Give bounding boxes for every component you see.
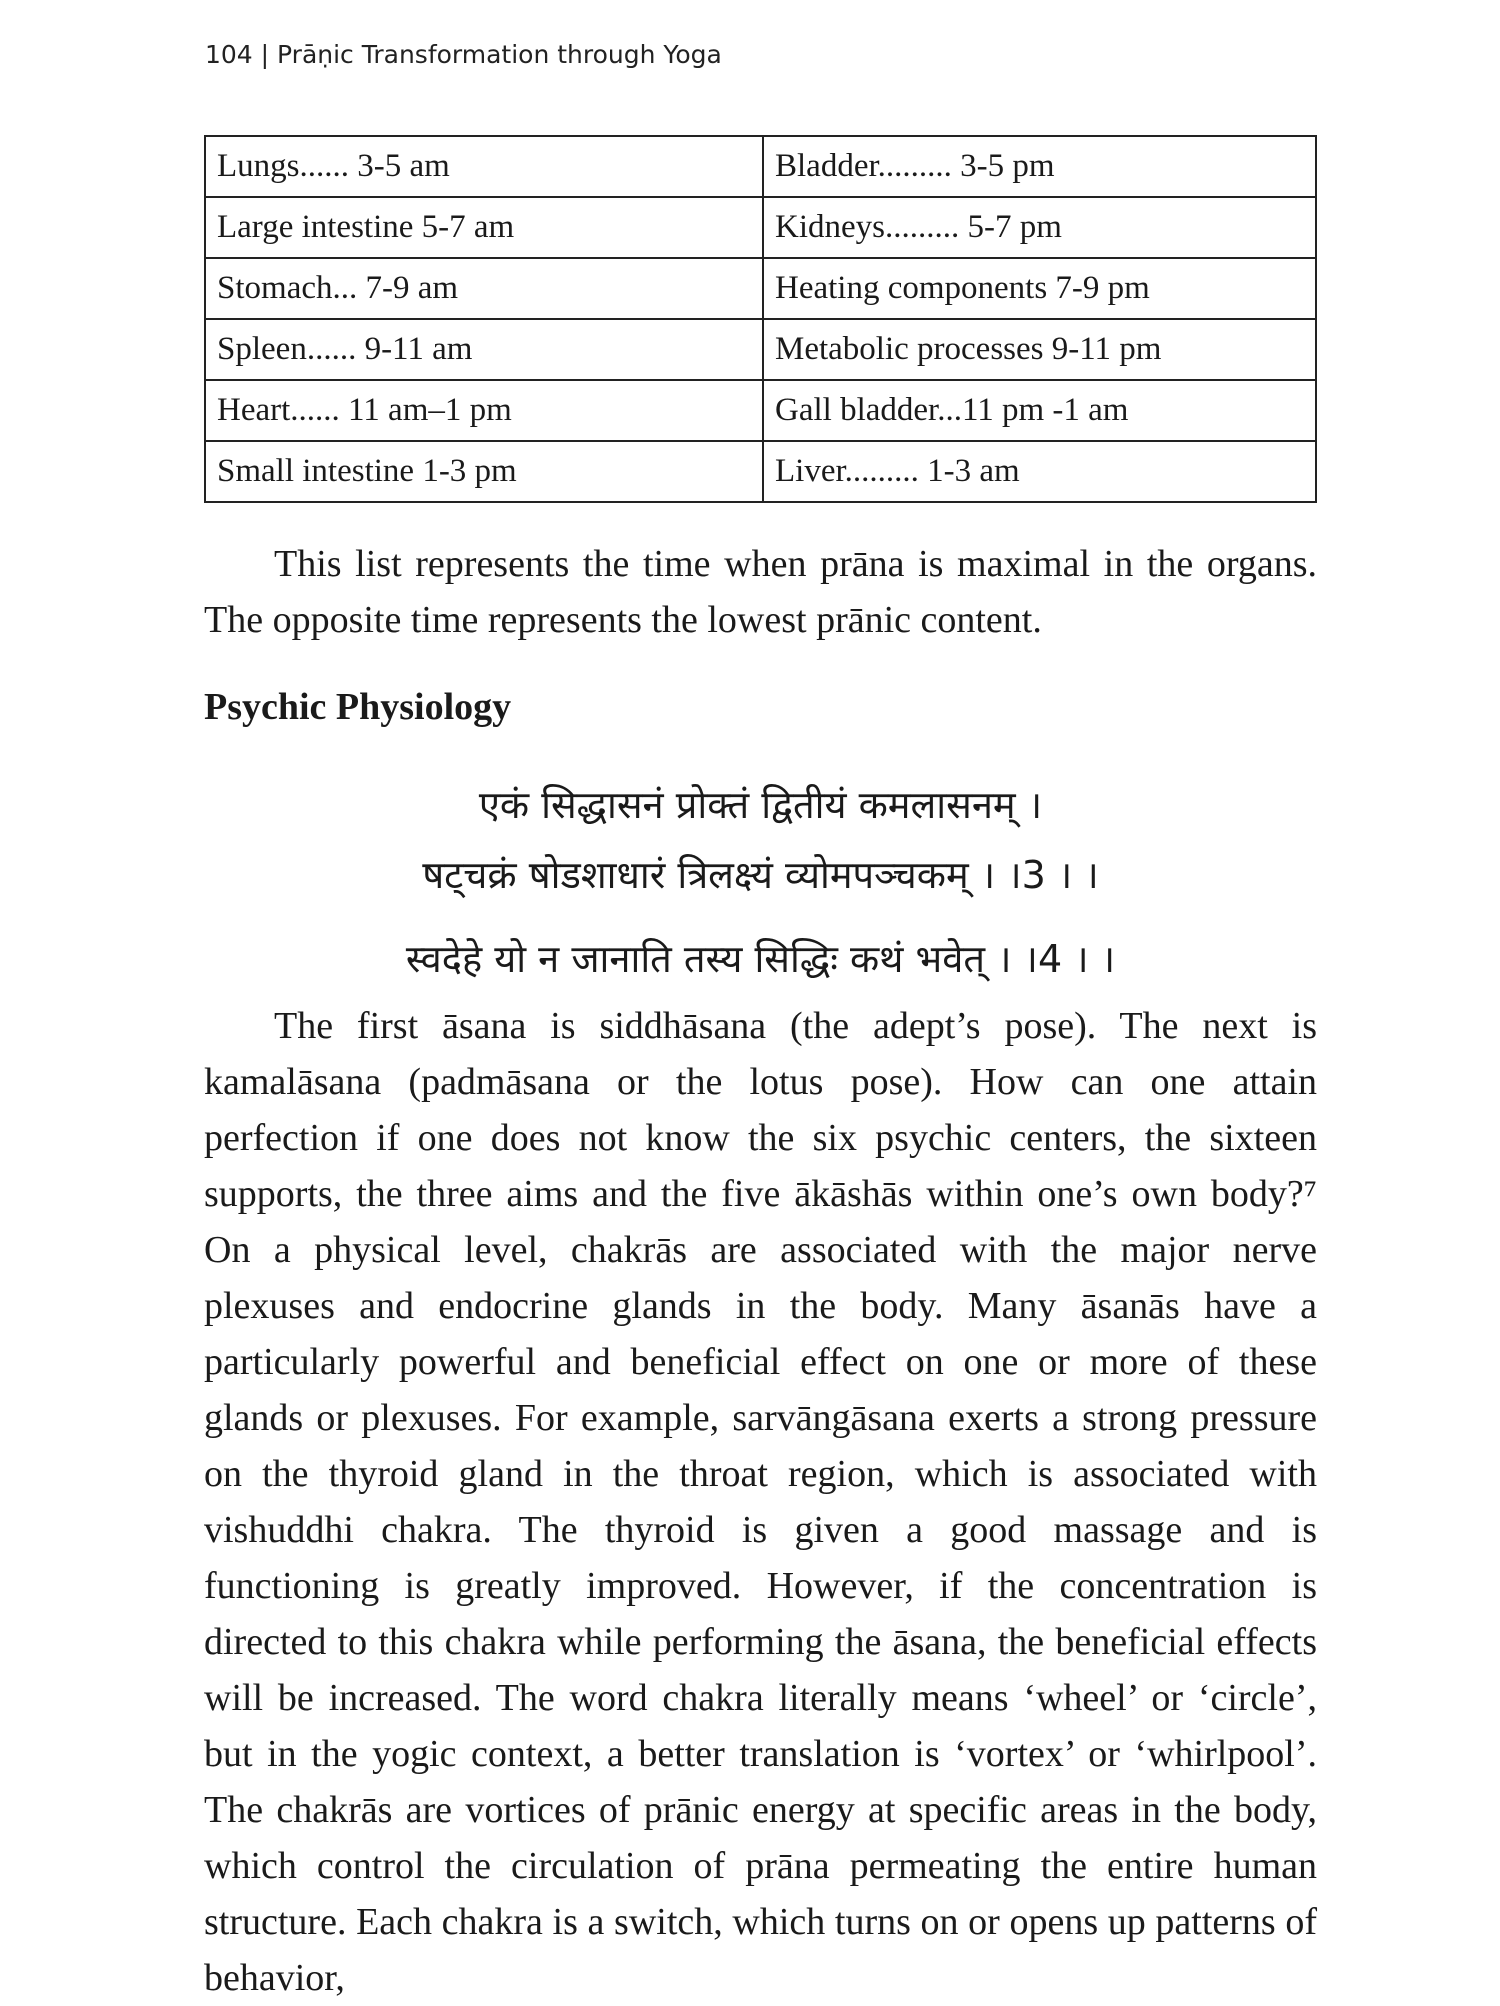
table-row bbox=[205, 197, 1316, 258]
table-cell: Lungs...... 3-5 am bbox=[205, 136, 763, 197]
table-row bbox=[205, 441, 1316, 502]
table-row bbox=[205, 380, 1316, 441]
table-cell: Bladder......... 3-5 pm bbox=[763, 136, 1316, 197]
table-cell: Heating components 7-9 pm bbox=[763, 258, 1316, 319]
table-cell: Metabolic processes 9-11 pm bbox=[763, 319, 1316, 380]
section-heading: Psychic Physiology bbox=[204, 686, 512, 728]
table-cell: Heart...... 11 am–1 pm bbox=[205, 380, 763, 441]
table-cell: Liver......... 1-3 am bbox=[763, 441, 1316, 502]
table-cell: Gall bladder...11 pm -1 am bbox=[763, 380, 1316, 441]
sanskrit-verse-line-3: स्वदेहे यो न जानाति तस्य सिद्धिः कथं भवेत् । ।4 । । bbox=[405, 937, 1116, 981]
table-cell: Large intestine 5-7 am bbox=[205, 197, 763, 258]
running-head: 104 | Prāṇic Transformation through Yoga bbox=[205, 40, 722, 69]
table-row bbox=[205, 136, 1316, 197]
table-cell: Stomach... 7-9 am bbox=[205, 258, 763, 319]
organ-time-table bbox=[204, 135, 1317, 503]
table-row bbox=[205, 258, 1316, 319]
table-cell: Small intestine 1-3 pm bbox=[205, 441, 763, 502]
sanskrit-verse-line-1: एकं सिद्धासनं प्रोक्तं द्वितीयं कमलासनम् । bbox=[478, 783, 1043, 827]
table-cell: Kidneys......... 5-7 pm bbox=[763, 197, 1316, 258]
body-paragraph: The first āsana is siddhāsana (the adept’s pose). The next is kamalāsana (padmāsana or the lotus pose). How can one attain perfection if one does not know the six psychic centers, the sixteen supports, the three aims and the five ākāshās within one’s own body?⁷ On a physical level, chakrās are associated with the major nerve plexuses and endocrine glands in the body. Many āsanās have a particularly powerful and beneficial effect on one or more of these glands or plexuses. For example, sarvāngāsana exerts a strong pressure on the thyroid gland in the throat region, which is associated with vishuddhi chakra. The thyroid is given a good massage and is functioning is greatly improved. However, if the concentration is directed to this chakra while performing the āsana, the beneficial effects will be increased. The word chakra literally means ‘wheel’ or ‘circle’, but in the yogic context, a better translation is ‘vortex’ or ‘whirlpool’. The chakrās are vortices of prānic energy at specific areas in the body, which control the circulation of prāna permeating the entire human structure. Each chakra is a switch, which turns on or opens up patterns of behavior, bbox=[204, 1005, 1317, 1999]
intro-paragraph: This list represents the time when prāna is maximal in the organs. The opposite time represents the lowest prānic content. bbox=[204, 543, 1317, 641]
table-cell: Spleen...... 9-11 am bbox=[205, 319, 763, 380]
table-row bbox=[205, 319, 1316, 380]
sanskrit-verse-line-2: षट्चक्रं षोडशाधारं त्रिलक्ष्यं व्योमपञ्चकम् । ।3 । । bbox=[422, 853, 1099, 897]
